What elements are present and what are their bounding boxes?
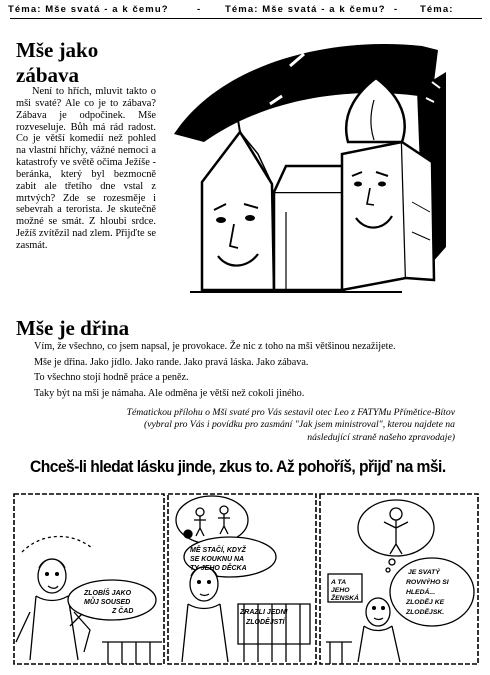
- panel2-sign-line1: ZRAZLI JEDNI: [240, 609, 288, 616]
- comic-title: Chceš-li hledat lásku jinde, zkus to. Až pohoříš, přijď na mši.: [30, 457, 446, 476]
- comic-panel-3: [326, 500, 474, 664]
- section-title-toil: Mše je dřina: [16, 316, 130, 340]
- panel3-small-line3: ŽENSKÁ: [331, 595, 359, 602]
- header-topic-1: Téma: Mše svatá - a k čemu?: [8, 4, 169, 15]
- panel2-bubble-line2: SE KOUKNU NA: [190, 556, 244, 563]
- panel2-bubble-line3: TY JEHO DĚCKA: [190, 565, 247, 572]
- panel3-small-line1: A TA: [331, 579, 346, 586]
- header-separator-2: -: [394, 4, 399, 15]
- header-topic-2: Téma: Mše svatá - a k čemu?: [225, 4, 386, 15]
- panel1-bubble-line1: ZLOBÍŠ JAKO: [84, 590, 132, 597]
- panel1-bubble-line3: Z ČAD: [112, 608, 134, 615]
- panel3-bubble-line1: JE SVATÝ: [408, 569, 440, 576]
- header-rule: [10, 18, 482, 19]
- section-title-fun: Mše jako zábava: [16, 38, 99, 87]
- panel3-bubble-line5: ZLODĚJSK.: [406, 609, 445, 616]
- comic-strip: [12, 492, 482, 672]
- header-separator-1: -: [197, 4, 202, 15]
- panel3-bubble-line3: HLEDÁ...: [406, 589, 436, 596]
- line-reward: Taky být na mši je námaha. Ale odměna je větší než cokoli jiného.: [34, 387, 305, 399]
- line-toil: Mše je dřina. Jako jídlo. Jako rande. Jako pravá láska. Jako zábava.: [34, 356, 309, 368]
- panel3-small-line2: JEHO: [331, 587, 350, 594]
- page-header: [0, 0, 490, 20]
- line-cost: To všechno stojí hodně práce a peněz.: [34, 372, 189, 383]
- comic-panel-2: [176, 496, 310, 662]
- panel2-bubble-line1: MĚ STAČÍ, KDYŽ: [190, 547, 246, 554]
- line-provocation: Vím, že všechno, co jsem napsal, je provokace. Že nic z toho na mši většinou nezažijete.: [34, 341, 396, 352]
- church-illustration: [162, 42, 454, 304]
- section-body-fun: Není to hřích, mluvit takto o mši svaté? Ale co je to zábava? Zábava je odpočinek. Mše rozveseluje. Bůh má rád radost. Co je větší komedií než pohled na vlastní hříchy, vážné nemoci a katastrofy ve světě očima Ježíše - beránka, který byl bezmocně zabit ale třetího dne vstal z mrtvých? Zde se rozesměje i sebevrah a terorista. Je skutečně možné se smát. Z hloubi srdce. Ježíš zvítězil nad zlem. Přijďte se zasmát.: [16, 86, 156, 251]
- section-lines-toil: [34, 339, 474, 401]
- panel1-bubble-line2: MŮJ SOUSED: [84, 599, 131, 606]
- panel3-bubble-line2: ROVNÝHO SI: [406, 579, 449, 586]
- panel3-bubble-line4: ZLODĚJ KE: [406, 599, 445, 606]
- header-topic-3: Téma:: [420, 4, 454, 15]
- credit-note: Tématickou přílohu o Mši svaté pro Vás sestavil otec Leo z FATYMu Přímětice-Bítov (vybral pro Vás i povídku pro zasmání "Jak jsem ministroval", kterou najdete na následující straně našeho zpravodaje): [126, 407, 455, 443]
- panel2-sign-line2: ZLODĚJSTÍ: [246, 619, 285, 626]
